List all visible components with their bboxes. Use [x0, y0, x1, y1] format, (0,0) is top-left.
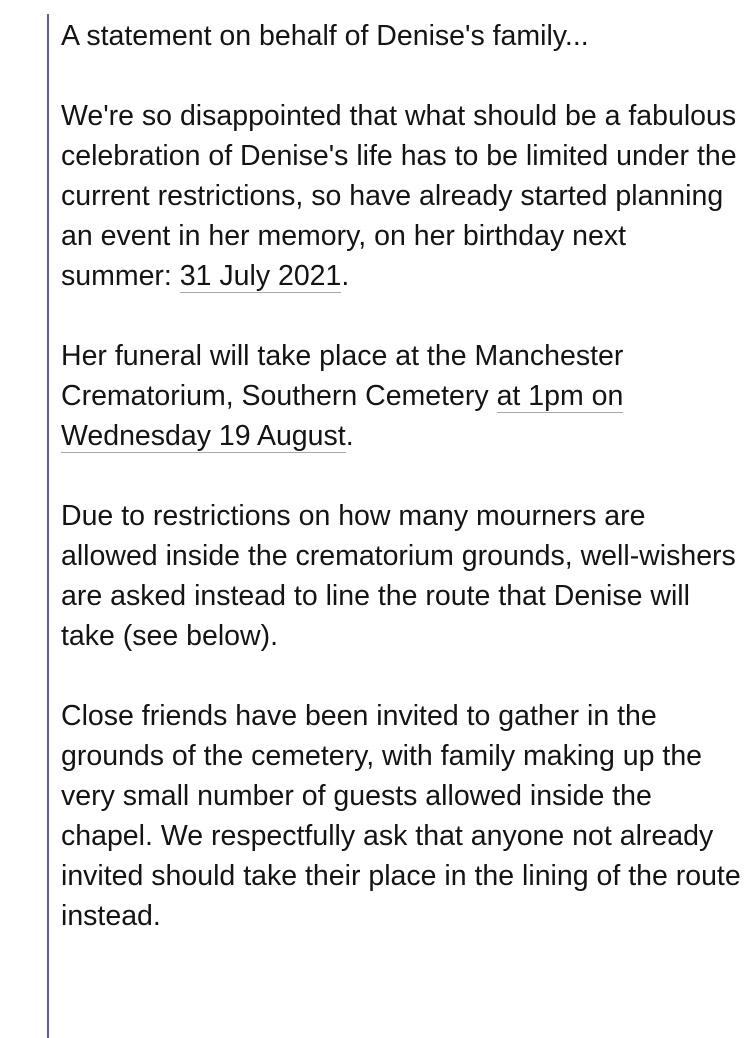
paragraph-restrictions	[61, 496, 741, 656]
paragraph-funeral-end: .	[345, 420, 354, 452]
paragraph-restrictions-text: Due to restrictions on how many mourners are allowed inside the crematorium grounds, well-wishers are asked instead to line the route that Denise will take (see below).	[61, 500, 736, 652]
statement-heading	[61, 16, 741, 56]
birthday-date-link[interactable]: 31 July 2021	[179, 260, 342, 292]
statement-heading-text: A statement on behalf of Denise's family...	[61, 20, 589, 52]
paragraph-celebration-text: We're so disappointed that what should be a fabulous celebration of Denise's life has to be limited under the current restrictions, so have already started planning an event in her memory, on her birthday next summer:	[61, 100, 737, 292]
paragraph-celebration-end: .	[341, 260, 350, 292]
paragraph-close-friends-text: Close friends have been invited to gather in the grounds of the cemetery, with family making up the very small number of guests allowed inside the chapel. We respectfully ask that anyone not already invited should take their place in the lining of the route instead.	[61, 700, 741, 932]
paragraph-funeral	[61, 336, 741, 456]
paragraph-close-friends	[61, 696, 741, 936]
statement-body	[61, 16, 741, 936]
funeral-date-link[interactable]: at 1pm on Wednesday 19 August	[61, 380, 624, 452]
paragraph-celebration	[61, 96, 741, 296]
quote-bar	[47, 14, 49, 1038]
paragraph-funeral-text: Her funeral will take place at the Manchester Crematorium, Southern Cemetery	[61, 340, 624, 412]
